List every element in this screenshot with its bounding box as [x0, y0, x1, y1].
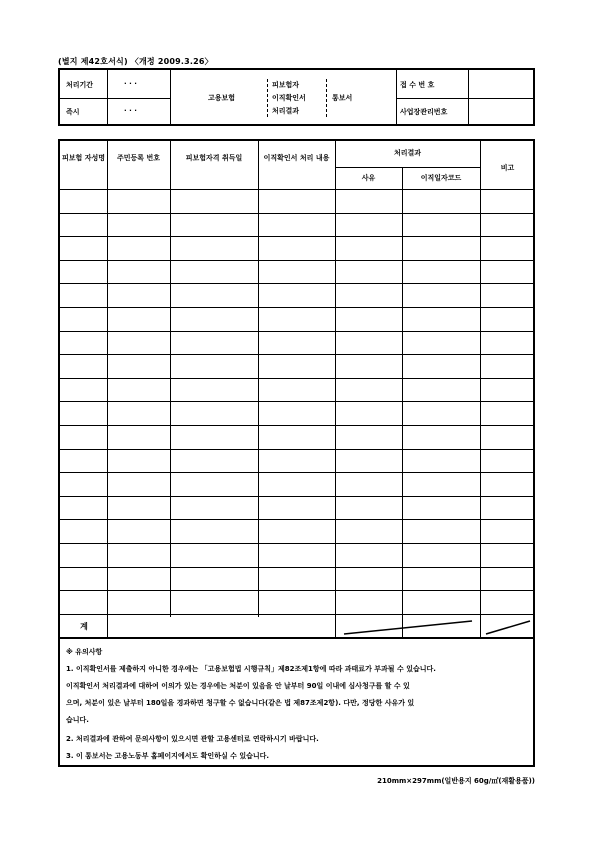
immediate-label: 즉시 [66, 108, 80, 116]
table-row [60, 331, 533, 332]
table-row [60, 378, 533, 379]
table-row [60, 354, 533, 355]
table-row [60, 283, 533, 284]
note-line-6: 3. 이 통보서는 고용노동부 홈페이지에서도 확인하실 수 있습니다. [66, 752, 270, 760]
doc-title-stack-1: 피보험자 [272, 81, 300, 89]
table-row [60, 519, 533, 520]
col-header-name: 피보험 자성명 [61, 154, 105, 162]
table-row [60, 472, 533, 473]
total-diagonal-line [336, 617, 480, 637]
notes-box [58, 637, 535, 767]
period-value: · · · [124, 80, 137, 88]
note-line-2: 이직확인서 처리결과에 대하여 이의가 있는 경우에는 처분이 있음을 안 날부터 90일 이내에 심사청구를 할 수 있 [66, 682, 410, 690]
table-row [60, 614, 533, 615]
table-row [60, 189, 533, 190]
processing-period-label: 처리기간 [66, 81, 94, 89]
notes-title: ※ 유의사항 [66, 648, 103, 656]
note-line-5: 2. 처리결과에 관하여 문의사항이 있으시면 관할 고용센터로 연락하시기 바랍니다. [66, 735, 319, 743]
table-row [60, 213, 533, 214]
col-header-result: 처리결과 [393, 149, 422, 157]
workplace-number-label: 사업장관리번호 [400, 108, 448, 116]
form-id: (별지 제42호서식) 〈개정 2009.3.26〉 [58, 57, 213, 66]
form-header [58, 68, 535, 126]
doc-title-stack-2: 이직확인서 [272, 94, 306, 102]
col-header-acq-date: 피보험자격 취득일 [185, 154, 243, 162]
table-row [60, 496, 533, 497]
doc-title-main: 고용보험 [208, 94, 236, 102]
table-row [60, 307, 533, 308]
subheader-date-code: 이직일자코드 [420, 174, 462, 182]
col-header-remark: 비고 [500, 164, 515, 172]
note-line-4: 습니다. [66, 716, 89, 724]
immediate-value: · · · [124, 107, 137, 115]
table-row [60, 260, 533, 261]
remark-diagonal-line [481, 617, 535, 637]
table-row [60, 567, 533, 568]
table-row [60, 425, 533, 426]
table-row [60, 543, 533, 544]
result-table [58, 139, 535, 639]
col-header-process: 이직확인서 처리 내용 [263, 154, 330, 162]
total-label: 계 [80, 622, 88, 631]
subheader-reason: 사유 [361, 174, 376, 182]
receipt-number-label: 접 수 번 호 [400, 81, 435, 89]
table-row [60, 236, 533, 237]
doc-title-suffix: 통보서 [332, 94, 353, 102]
col-header-rrn: 주민등록 번호 [116, 154, 160, 162]
table-row [60, 590, 533, 591]
table-row [60, 449, 533, 450]
note-line-3: 으며, 처분이 있은 날부터 180일을 경과하면 청구할 수 없습니다(같은 법 제87조제2항). 다만, 정당한 사유가 있 [66, 699, 415, 707]
note-line-1: 1. 이직확인서를 제출하지 아니한 경우에는 「고용보험법 시행규칙」제82조제1항에 따라 과태료가 부과될 수 있습니다. [66, 665, 436, 673]
paper-size-footer: 210mm×297mm(일반용지 60g/㎡(재활용품)) [377, 777, 535, 785]
table-row [60, 401, 533, 402]
doc-title-stack-3: 처리결과 [272, 107, 300, 115]
